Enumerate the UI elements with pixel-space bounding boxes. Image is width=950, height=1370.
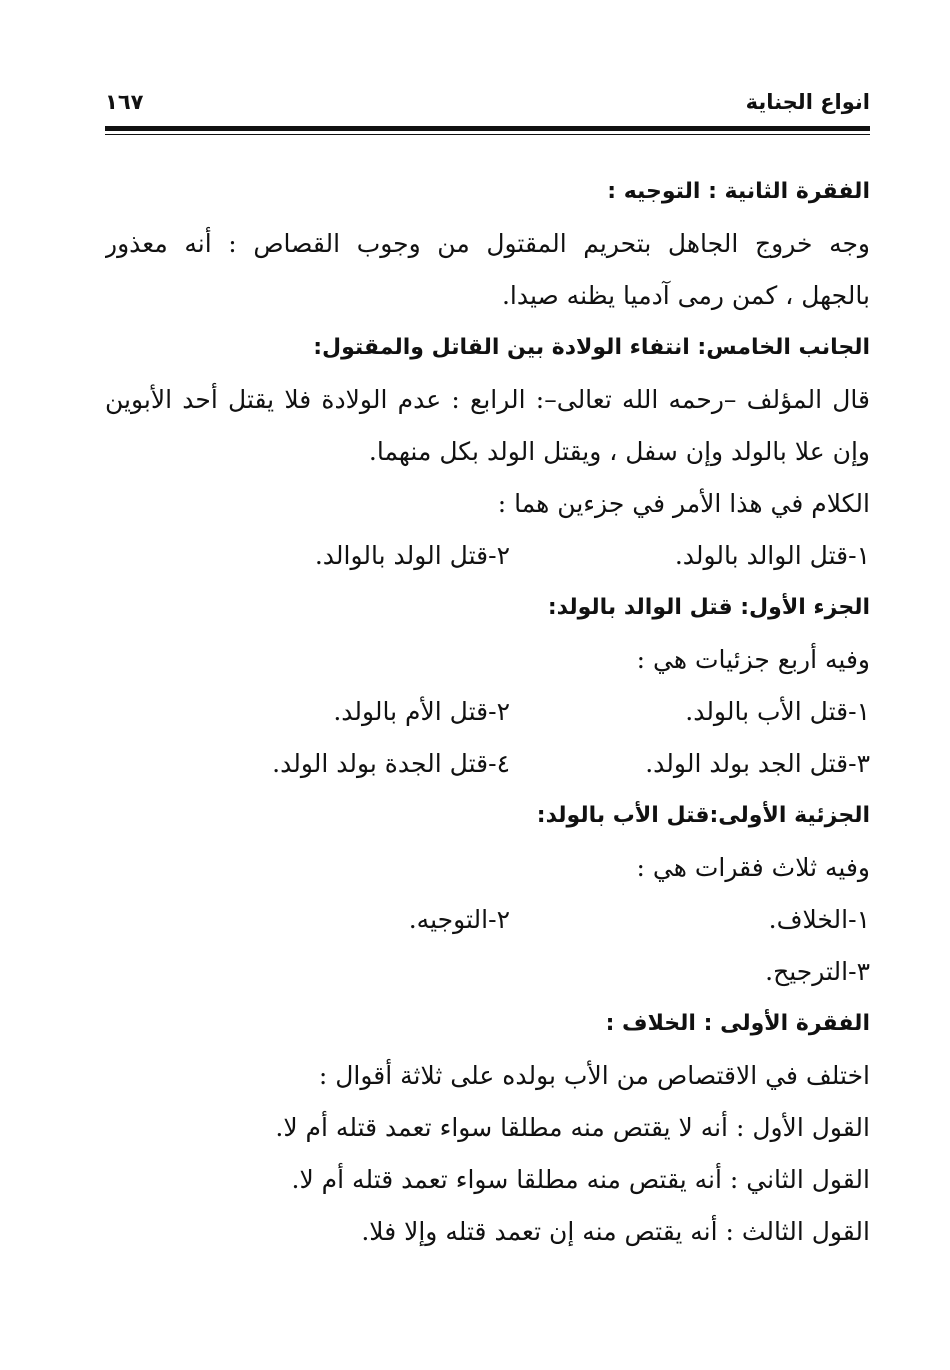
paragraph-line: وإن علا بالولد وإن سفل ، ويقتل الولد بكل منهما.: [368, 437, 870, 466]
page-number: ١٦٧: [105, 90, 144, 114]
list-item: ١-قتل الأب بالولد.: [685, 697, 870, 726]
running-header: [105, 90, 870, 124]
list-item: ٢-قتل الولد بالوالد.: [314, 541, 510, 570]
paragraph-line: القول الثالث : أنه يقتص منه إن تعمد قتله وإلا فلا.: [361, 1217, 870, 1246]
list-item: ٣-الترجيح.: [765, 957, 870, 986]
list-row: [105, 894, 870, 946]
paragraph-line: وجه خروج الجاهل بتحريم المقتول من وجوب القصاص : أنه معذور: [105, 229, 870, 258]
section-heading: الجانب الخامس: انتفاء الولادة بين القاتل والمقتول:: [313, 335, 870, 360]
list-item: ١-الخلاف.: [768, 905, 870, 934]
chapter-title: انواع الجناية: [745, 90, 870, 114]
paragraph-line: القول الثاني : أنه يقتص منه مطلقا سواء تعمد قتله أم لا.: [291, 1165, 870, 1194]
list-row: [105, 686, 870, 738]
section-heading: الفقرة الأولى : الخلاف :: [605, 1011, 870, 1036]
paragraph-line: الكلام في هذا الأمر في جزءين هما :: [497, 489, 870, 518]
list-row: [105, 738, 870, 790]
header-rule-thin: [105, 134, 870, 135]
page-body: [105, 166, 870, 1258]
list-item: ٤-قتل الجدة بولد الولد.: [272, 749, 510, 778]
book-page: [105, 60, 870, 1330]
paragraph-line: قال المؤلف –رحمه الله تعالى–: الرابع : عدم الولادة فلا يقتل أحد الأبوين: [105, 385, 870, 414]
paragraph-line: القول الأول : أنه لا يقتص منه مطلقا سواء تعمد قتله أم لا.: [275, 1113, 870, 1142]
paragraph-line: اختلف في الاقتصاص من الأب بولده على ثلاثة أقوال :: [318, 1061, 870, 1090]
paragraph-line: وفيه ثلاث فقرات هي :: [636, 853, 870, 882]
paragraph-line: بالجهل ، كمن رمى آدميا يظنه صيدا.: [501, 281, 870, 310]
section-heading: الجزء الأول: قتل الوالد بالولد:: [547, 595, 870, 620]
list-item: ٢-قتل الأم بالولد.: [333, 697, 510, 726]
paragraph-line: وفيه أربع جزئيات هي :: [636, 645, 870, 674]
list-item: ١-قتل الوالد بالولد.: [674, 541, 870, 570]
header-rule-thick: [105, 126, 870, 131]
section-heading: الفقرة الثانية : التوجيه :: [607, 179, 870, 204]
list-item: ٢-التوجيه.: [408, 905, 510, 934]
list-item: ٣-قتل الجد بولد الولد.: [645, 749, 870, 778]
section-heading: الجزئية الأولى:قتل الأب بالولد:: [536, 803, 870, 828]
list-row: [105, 530, 870, 582]
